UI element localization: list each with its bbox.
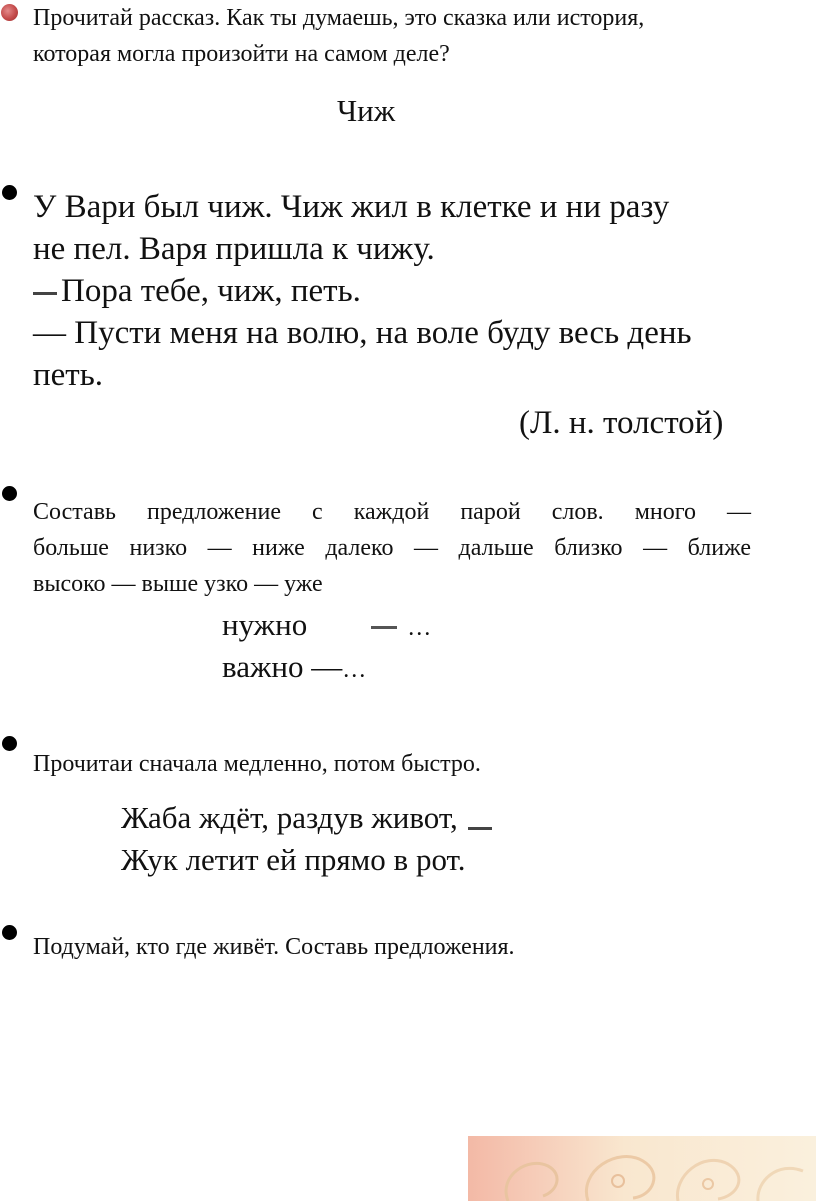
text-line: У Вари был чиж. Чиж жил в клетке и ни разу <box>33 189 670 225</box>
decorative-pattern <box>468 1136 816 1201</box>
text-line: петь. <box>33 357 104 393</box>
story-author: (Л. н. толстой) <box>519 405 724 441</box>
task-instruction: Прочитаи сначала медленно, потом быстро. <box>33 751 481 777</box>
task-instruction: Подумай, кто где живёт. Составь предложения. <box>33 934 515 960</box>
text-line: которая могла произойти на самом деле? <box>33 41 450 67</box>
word: важно — <box>222 649 343 684</box>
text-line: Прочитай рассказ. Как ты думаешь, это сказка или история, <box>33 5 645 31</box>
bullet-icon <box>2 486 17 501</box>
word-pair <box>222 604 431 649</box>
text-line: больше низко — ниже далеко — дальше близко — ближе <box>33 535 751 561</box>
poem-line: Жук летит ей прямо в рот. <box>121 842 466 877</box>
story-title: Чиж <box>337 93 396 128</box>
text-line: — Пусти меня на волю, на воле буду весь день <box>33 315 692 351</box>
ornament-icon <box>468 1136 816 1201</box>
task-instruction <box>33 0 773 72</box>
task-instruction <box>33 494 751 602</box>
text-line: высоко — выше узко — уже <box>33 571 323 597</box>
text-line: Пора тебе, чиж, петь. <box>61 273 361 309</box>
story-text <box>33 186 773 396</box>
bullet-icon <box>1 4 18 21</box>
dash-mark <box>33 292 57 295</box>
word: нужно <box>222 607 308 642</box>
poem-line <box>121 797 496 839</box>
poem <box>121 797 496 881</box>
ellipsis: … <box>342 657 367 683</box>
ellipsis: … <box>407 615 432 641</box>
bullet-icon <box>2 736 17 751</box>
dash-mark <box>371 626 397 629</box>
bullet-icon <box>2 925 17 940</box>
bullet-icon <box>2 185 17 200</box>
dialogue-line <box>33 270 773 312</box>
text-line: Составь предложение с каждой парой слов. много — <box>33 499 751 525</box>
dash-mark <box>468 827 492 830</box>
text-line: не пел. Варя пришла к чижу. <box>33 231 435 267</box>
word-pair <box>222 646 366 691</box>
text-line: Жаба ждёт, раздув живот, <box>121 800 458 835</box>
